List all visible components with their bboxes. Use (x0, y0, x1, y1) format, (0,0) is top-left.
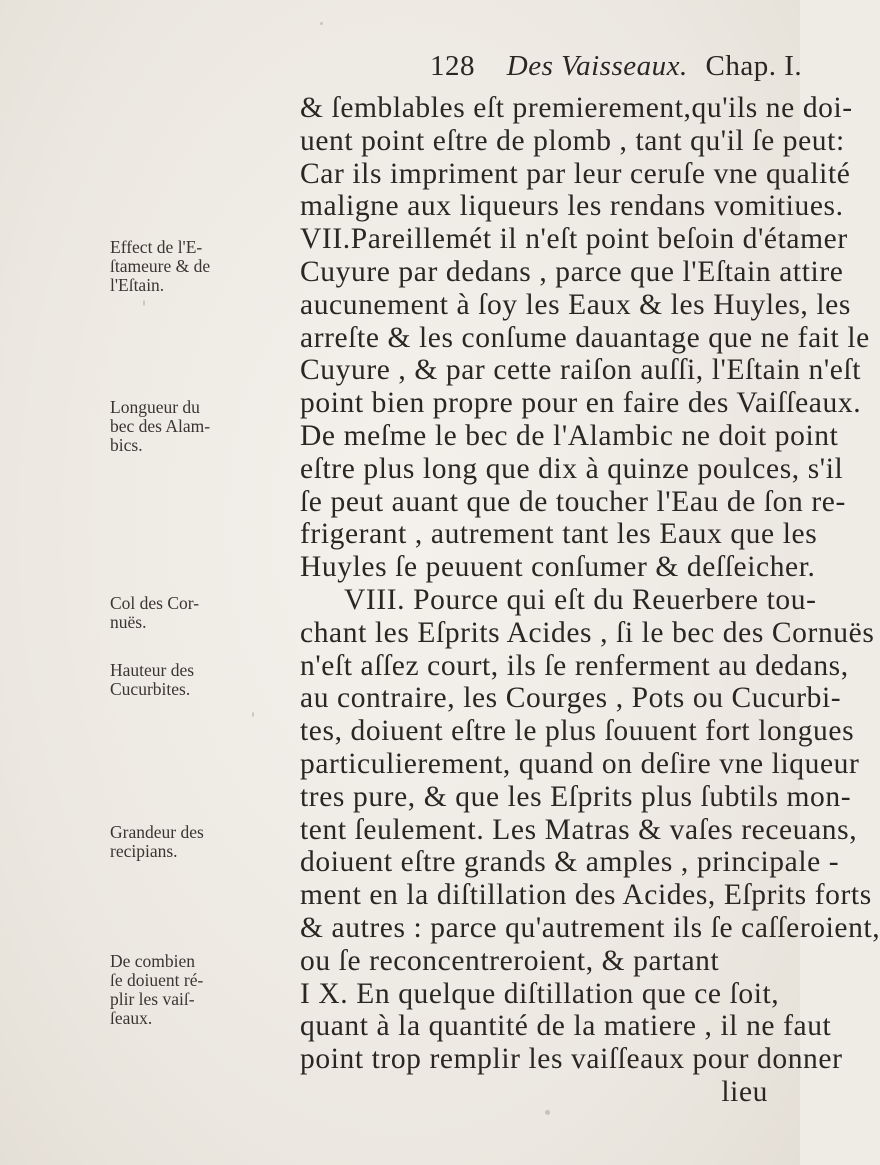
marginal-note (110, 398, 270, 455)
text-line: particulierement, quand on deſire vne liqueur (300, 747, 860, 780)
text-line: & autres : parce qu'autrement ils ſe caſſeroient, (300, 911, 880, 944)
marginal-line: Effect de l'E- (110, 237, 203, 257)
text-line: ou ſe reconcentreroient, & partant (300, 944, 720, 977)
text-line: Cuyure , & par cette raiſon auſſi, l'Eſtain n'eſt (300, 354, 862, 387)
text-line: VII.Pareillemét il n'eſt point beſoin d'étamer (300, 223, 848, 256)
text-line: point trop remplir les vaiſſeaux pour donner (300, 1043, 843, 1076)
text-line: point bien propre pour en faire des Vaiſſeaux. (300, 387, 862, 420)
paper-speck (320, 22, 323, 25)
text-line: tres pure, & que les Eſprits plus ſubtils mon- (300, 780, 852, 813)
marginal-line: ſe doiuent ré- (110, 970, 204, 990)
paper-speck (143, 300, 145, 306)
body-text (300, 92, 880, 1109)
marginal-line: Cucurbites. (110, 679, 191, 699)
text-line: ment en la diſtillation des Acides, Eſprits forts (300, 879, 872, 912)
marginal-line: plir les vaiſ- (110, 989, 195, 1009)
text-line: I X. En quelque diſtillation que ce ſoit, (300, 977, 780, 1010)
chapter-label: Chap. I. (705, 50, 803, 82)
text-line: eſtre plus long que dix à quinze poulces, s'il (300, 452, 844, 485)
page-number: 128 (430, 50, 475, 82)
text-line: De meſme le bec de l'Alambic ne doit point (300, 419, 839, 452)
text-line: n'eſt aſſez court, ils ſe renferment au dedans, (300, 649, 849, 682)
marginal-line: bics. (110, 435, 143, 455)
text-line: au contraire, les Courges , Pots ou Cucurbi- (300, 682, 842, 715)
marginal-line: Grandeur des (110, 822, 204, 842)
marginal-note (110, 952, 270, 1028)
marginal-line: Hauteur des (110, 660, 195, 680)
paper-speck (545, 1110, 550, 1115)
marginal-line: ſtameure & de (110, 256, 211, 276)
marginal-line: nuës. (110, 612, 147, 632)
text-line: frigerant , autrement tant les Eaux que les (300, 518, 818, 551)
marginal-line: recipians. (110, 841, 178, 861)
paper-speck (252, 712, 254, 717)
text-line: tes, doiuent eſtre le plus ſouuent fort longues (300, 715, 855, 748)
text-line: chant les Eſprits Acides , ſi le bec des Cornuës (300, 616, 875, 649)
marginal-line: bec des Alam- (110, 416, 211, 436)
text-line: aucunement à ſoy les Eaux & les Huyles, les (300, 288, 851, 321)
text-line: Huyles ſe peuuent conſumer & deſſeicher. (300, 551, 816, 584)
running-header (430, 50, 802, 83)
text-line: quant à la quantité de la matiere , il ne faut (300, 1010, 832, 1043)
marginal-line: ſeaux. (110, 1008, 153, 1028)
marginal-note (110, 661, 270, 699)
marginal-note (110, 823, 270, 861)
text-line: Cuyure par dedans , parce que l'Eſtain attire (300, 255, 844, 288)
marginal-line: l'Eſtain. (110, 275, 165, 295)
text-line: maligne aux liqueurs les rendans vomitiues. (300, 190, 844, 223)
marginal-note (110, 594, 270, 632)
text-line: ſe peut auant que de toucher l'Eau de ſon re- (300, 485, 846, 518)
marginal-note (110, 238, 270, 295)
marginal-line: De combien (110, 951, 196, 971)
text-line: tent ſeulement. Les Matras & vaſes receuans, (300, 813, 858, 846)
text-line: uent point eſtre de plomb , tant qu'il ſe peut: (300, 124, 845, 157)
text-line: VIII. Pource qui eſt du Reuerbere tou- (344, 583, 817, 616)
text-line: arreſte & les conſume dauantage que ne fait le (300, 321, 870, 354)
text-line: doiuent eſtre grands & amples , principale - (300, 846, 840, 879)
text-line: Car ils impriment par leur ceruſe vne qualité (300, 157, 851, 190)
marginal-line: Col des Cor- (110, 593, 200, 613)
running-title: Des Vaisseaux. (506, 50, 688, 82)
text-line: & ſemblables eſt premierement,qu'ils ne doi- (300, 92, 853, 124)
catchword: lieu (721, 1075, 768, 1108)
marginal-line: Longueur du (110, 397, 200, 417)
